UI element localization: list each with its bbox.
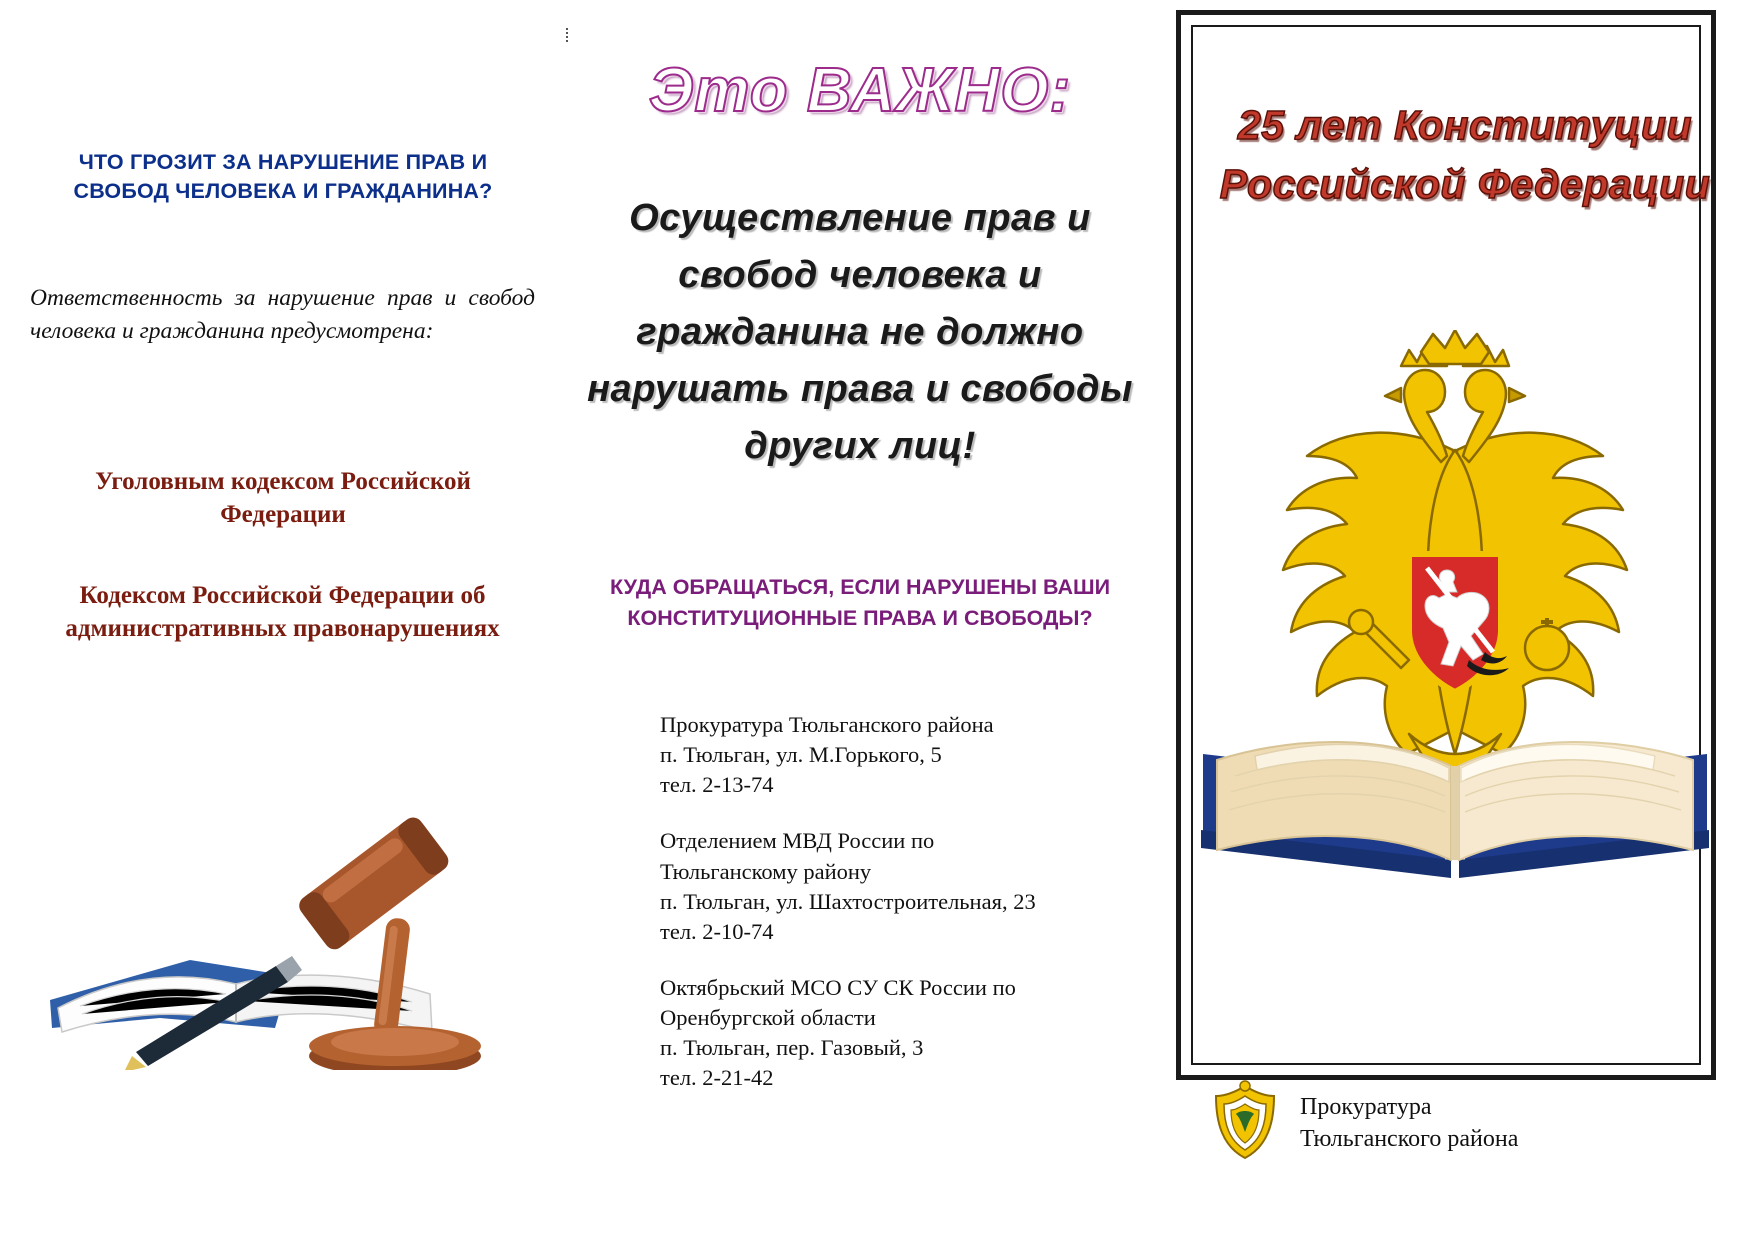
contact-item-investigative-committee	[660, 973, 1090, 1094]
left-panel-intro-text: Ответственность за нарушение прав и свобод человека и гражданина предусмотрена:	[30, 285, 535, 345]
where-to-apply-heading: КУДА ОБРАЩАТЬСЯ, ЕСЛИ НАРУШЕНЫ ВАШИ КОНСТИТУЦИОННЫЕ ПРАВА И СВОБОДЫ?	[609, 575, 1111, 631]
contact-name: Отделением МВД России по	[660, 828, 935, 854]
contact-item-police	[660, 826, 1090, 947]
liability-administrative-code: Кодексом Российской Федерации об административных правонарушениях	[65, 582, 500, 642]
contact-name-second-line: Оренбургской области	[660, 1005, 876, 1031]
footer-line-2: Тюльганского района	[1300, 1125, 1519, 1152]
liability-criminal-code: Уголовным кодексом Российской Федерации	[95, 468, 471, 528]
center-panel-subtitle: Осуществление прав и свобод человека и гражданина не должно нарушать права и свободы других лиц!	[587, 197, 1133, 467]
contact-address: п. Тюльган, ул. Шахтостроительная, 23	[660, 888, 1036, 914]
center-panel-title: Это ВАЖНО:	[648, 56, 1072, 125]
cover-title	[1185, 96, 1745, 215]
contact-item-prosecutor	[660, 710, 1090, 800]
contact-address: п. Тюльган, ул. М.Горького, 5	[660, 742, 942, 768]
contacts-list	[660, 710, 1090, 1094]
russian-coat-of-arms-on-open-book	[1195, 330, 1715, 890]
cover-title-line-1: 25 лет Конституции	[1237, 102, 1693, 148]
contact-phone: тел. 2-13-74	[660, 772, 774, 798]
left-panel-heading: ЧТО ГРОЗИТ ЗА НАРУШЕНИЕ ПРАВ И СВОБОД ЧЕЛОВЕКА И ГРАЖДАНИНА?	[73, 150, 493, 204]
footer-organization	[1300, 1092, 1560, 1155]
left-panel	[0, 0, 560, 1240]
contact-address: п. Тюльган, пер. Газовый, 3	[660, 1035, 924, 1061]
contact-name: Октябрьский МСО СУ СК России по	[660, 974, 1016, 1000]
contact-phone: тел. 2-21-42	[660, 1065, 774, 1091]
contact-name-second-line: Тюльганскому району	[660, 858, 872, 884]
contact-phone: тел. 2-10-74	[660, 918, 774, 944]
crop-tick-mark	[566, 28, 571, 42]
gavel-and-books-image	[40, 770, 510, 1070]
footer-line-1: Прокуратура	[1300, 1094, 1432, 1120]
cover-title-line-2: Российской Федерации	[1219, 161, 1711, 208]
contact-name: Прокуратура Тюльганского района	[660, 712, 994, 737]
prosecutors-office-emblem	[1206, 1080, 1284, 1162]
